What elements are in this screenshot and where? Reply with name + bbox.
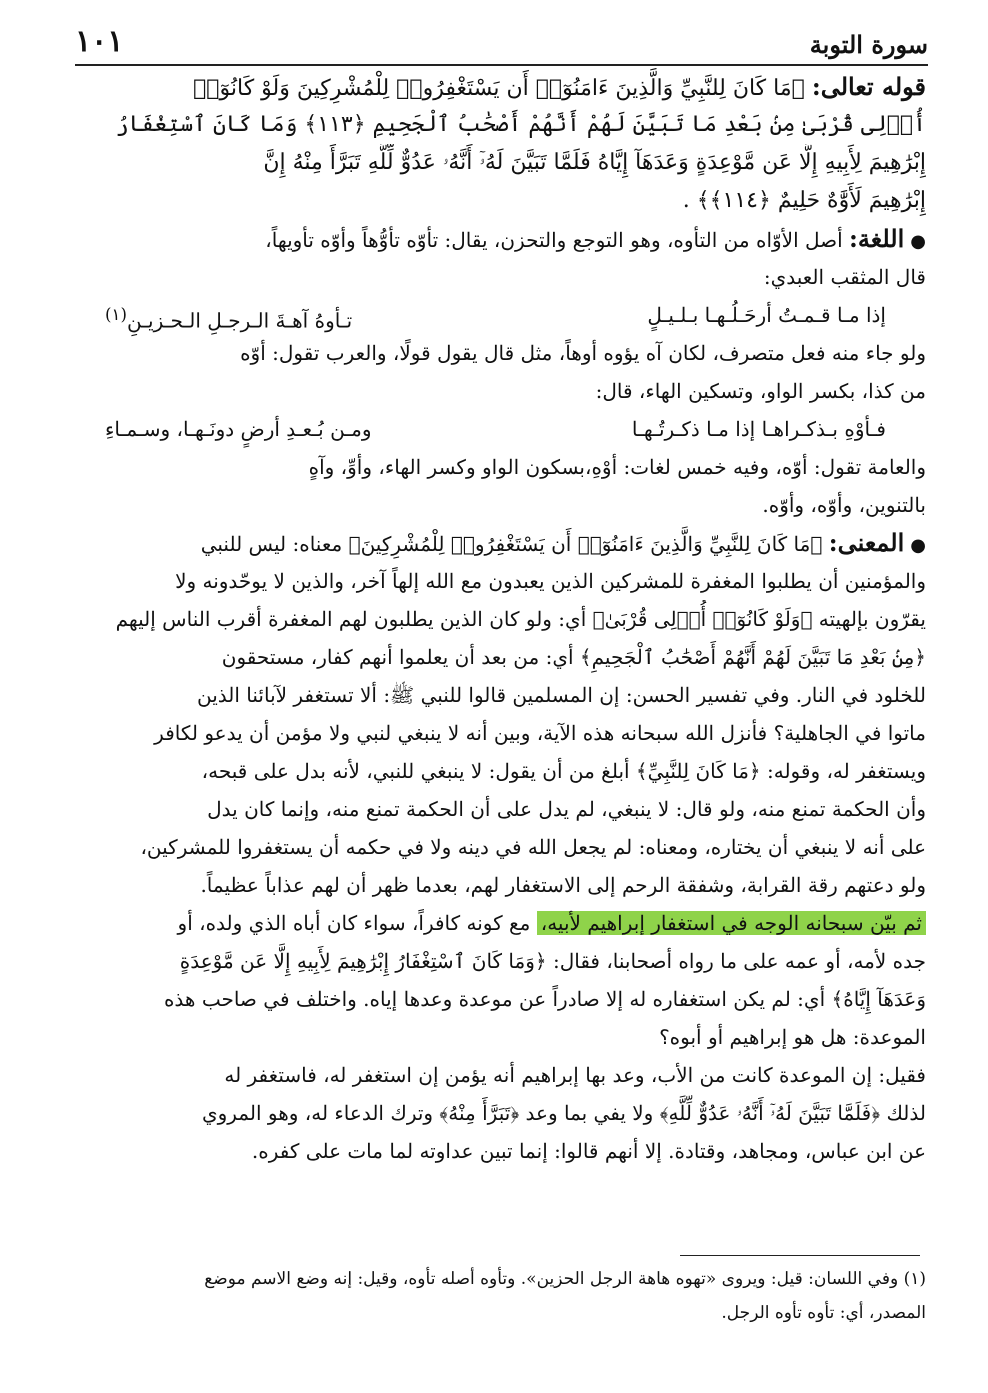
verse-line: إِبْرَٰهِيمَ لَأَوَّٰهٌ حَلِيمٌ ﴿١١٤﴾﴾ . [682, 188, 926, 213]
meaning-line: ﴿مِنۢ بَعْدِ مَا تَبَيَّنَ لَهُمْ أَنَّهُمْ أَصْحَٰبُ ٱلْجَحِيمِ﴾ أي: من بعد أن يعلموا أنهم كفار، مستحقون [221, 645, 926, 669]
surah-title: سورة التوبة [809, 30, 928, 59]
language-line: ولو جاء منه فعل متصرف، لكان آه يؤوه أوهاً، مثل قال يقول قولًا، والعرب تقول: أوّه [240, 341, 926, 365]
verse-line: إِبْرَٰهِيمَ لِأَبِيهِ إِلَّا عَن مَّوْعِدَةٍ وَعَدَهَآ إِيَّاهُ فَلَمَّا تَبَيَّنَ لَهُۥٓ أَنَّهُۥ عَدُوٌّ لِّلَّهِ تَبَرَّأَ مِنْهُ إِنَّ [263, 150, 926, 175]
meaning-line: وَعَدَهَآ إِيَّاهُ﴾ أي: لم يكن استغفاره له إلا صادراً عن موعدة وعدها إياه. واختلف في صاحب هذه [163, 987, 926, 1011]
meaning-line: ويستغفر له، وقوله: ﴿مَا كَانَ لِلنَّبِيِّ﴾ أبلغ من أن يقول: لا ينبغي للنبي، لأنه بدل على قبحه، [201, 759, 926, 783]
meaning-line: وأن الحكمة تمنع منه، ولو قال: لا ينبغي، لم يدل على أن الحكمة تمنع منه، وإنما كان يدل [207, 797, 926, 821]
language-lead: اللغة: [849, 224, 905, 253]
meaning-line: الموعدة: هل هو إبراهيم أو أبوه؟ [659, 1025, 926, 1049]
poem-verse-2 [65, 410, 926, 448]
poem-hemistich-1: إذا مـا قـمـتُ أرحَـلُـهـا بـلـيـلٍ [647, 303, 886, 327]
language-line: قال المثقب العبدي: [763, 265, 926, 289]
meaning-line: فقيل: إن الموعدة كانت من الأب، وعد بها إبراهيم أنه يؤمن إن استغفر له، فاستغفر له [224, 1063, 926, 1087]
bullet-icon: ● [910, 535, 926, 556]
footnote-line: (١) وفي اللسان: قيل: ويروى «تهوه هاهة الرجل الحزين». وتأوه أصله تأوه، وقيل: إنه وضع الاسم موضع [204, 1269, 926, 1289]
poem-verse-1 [65, 296, 926, 334]
meaning-line: ولو دعتهم رقة القرابة، وشفقة الرحم إلى الاستغفار لهم، بعدما ظهر أن لهم عذاباً عظيماً. [200, 873, 926, 897]
meaning-line: جده لأمه، أو عمه على ما رواه أصحابنا، فقال: ﴿وَمَا كَانَ ٱسْتِغْفَارُ إِبْرَٰهِيمَ لِأَبِيهِ إِلَّا عَن مَّوْعِدَةٍ [179, 949, 926, 973]
verse-line: قوله تعالى: ﴿مَا كَانَ لِلنَّبِيِّ وَالَّذِينَ ءَامَنُوٓا۟ أَن يَسْتَغْفِرُوا۟ لِلْمُشْرِكِينَ وَلَوْ كَانُوٓا۟ [193, 72, 926, 101]
page-number: ١٠١ [75, 24, 124, 59]
meaning-line: للخلود في النار. وفي تفسير الحسن: إن المسلمين قالوا للنبي ﷺ: ألا تستغفر لآبائنا الذين [196, 683, 926, 707]
meaning-line: على أنه لا ينبغي أن يختاره، ومعناه: لم يجعل الله في دينه ولا في حكمه أن يستغفروا للمشركين، [140, 835, 926, 859]
language-line: من كذا، بكسر الواو، وتسكين الهاء، قال: [595, 379, 926, 403]
meaning-line: ماتوا في الجاهلية؟ فأنزل الله سبحانه هذه الآية، وبين أنه لا ينبغي لنبي ولا مؤمن أن يدعو لكافر [154, 721, 926, 745]
poem-hemistich-2: تـأوهُ آهـةَ الـرجـلِ الـحـزيـنِ$^{(١)}$ [105, 305, 353, 333]
poem-hemistich-1: فـأوْهِ بـذكـراهـا إذا مـا ذكـرتُـهـا [631, 417, 886, 441]
highlighted-text: ثم بيّن سبحانه الوجه في استغفار إبراهيم لأبيه، [537, 911, 926, 935]
language-line: والعامة تقول: أوّه، وفيه خمس لغات: أوْهِ،بسكون الواو وكسر الهاء، وأوِّ، وآهٍ [308, 455, 926, 479]
meaning-line: والمؤمنين أن يطلبوا المغفرة للمشركين الذين يعبدون مع الله إلهاً آخر، والذين لا يوحّدونه ولا [175, 569, 926, 593]
page-header [75, 22, 928, 66]
meaning-line: يقرّون بإلهيته ﴿وَلَوْ كَانُوٓا۟ أُو۟لِى قُرْبَىٰ﴾ أي: ولو كان الذين يطلبون لهم المغفرة أقرب الناس إليهم [115, 607, 926, 631]
footnote-line: المصدر، أي: تأوه تأوه الرجل. [721, 1303, 926, 1323]
language-line: بالتنوين، وأوّه، وأوّه. [762, 493, 926, 517]
verse-line: أُو۟لِى قُرْبَىٰ مِنۢ بَعْدِ مَا تَبَيَّنَ لَهُمْ أَنَّهُمْ أَصْحَٰبُ ٱلْجَحِيمِ ﴿١١٣﴾ وَمَا كَانَ ٱسْتِغْفَارُ [115, 112, 926, 137]
footnote [65, 1262, 926, 1330]
meaning-line: عن ابن عباس، ومجاهد، وقتادة. إلا أنهم قالوا: إنما تبين عداوته لما مات على كفره. [251, 1139, 926, 1163]
meaning-line: لذلك ﴿فَلَمَّا تَبَيَّنَ لَهُۥٓ أَنَّهُۥ عَدُوٌّ لِّلَّهِ﴾ ولا يفي بما وعد ﴿تَبَرَّأَ مِنْهُ﴾ وترك الدعاء له، وهو المروي [201, 1101, 926, 1125]
page-body [65, 68, 926, 1170]
language-line: ●اللغة: أصل الأوّاه من التأوه، وهو التوجع والتحزن، يقال: تأوّه تأوُّهاً وأوّه تأويهاً، [265, 224, 926, 253]
meaning-line: ●المعنى: ﴿مَا كَانَ لِلنَّبِيِّ وَالَّذِينَ ءَامَنُوٓا۟ أَن يَسْتَغْفِرُوا۟ لِلْمُشْرِكِينَ﴾ معناه: ليس للنبي [200, 528, 926, 557]
footnote-ref: (١) [105, 305, 127, 324]
verse-lead: قوله تعالى: [811, 72, 926, 101]
poem-hemistich-2: ومـن بُـعـدِ أرضٍ دونَـهـا، وسـمـاءِ [105, 417, 372, 441]
bullet-icon: ● [910, 231, 926, 252]
footnote-separator [680, 1255, 920, 1256]
meaning-line: ثم بيّن سبحانه الوجه في استغفار إبراهيم لأبيه، مع كونه كافراً، سواء كان أباه الذي ولده، أو [65, 904, 926, 942]
meaning-lead: المعنى: [828, 528, 905, 557]
